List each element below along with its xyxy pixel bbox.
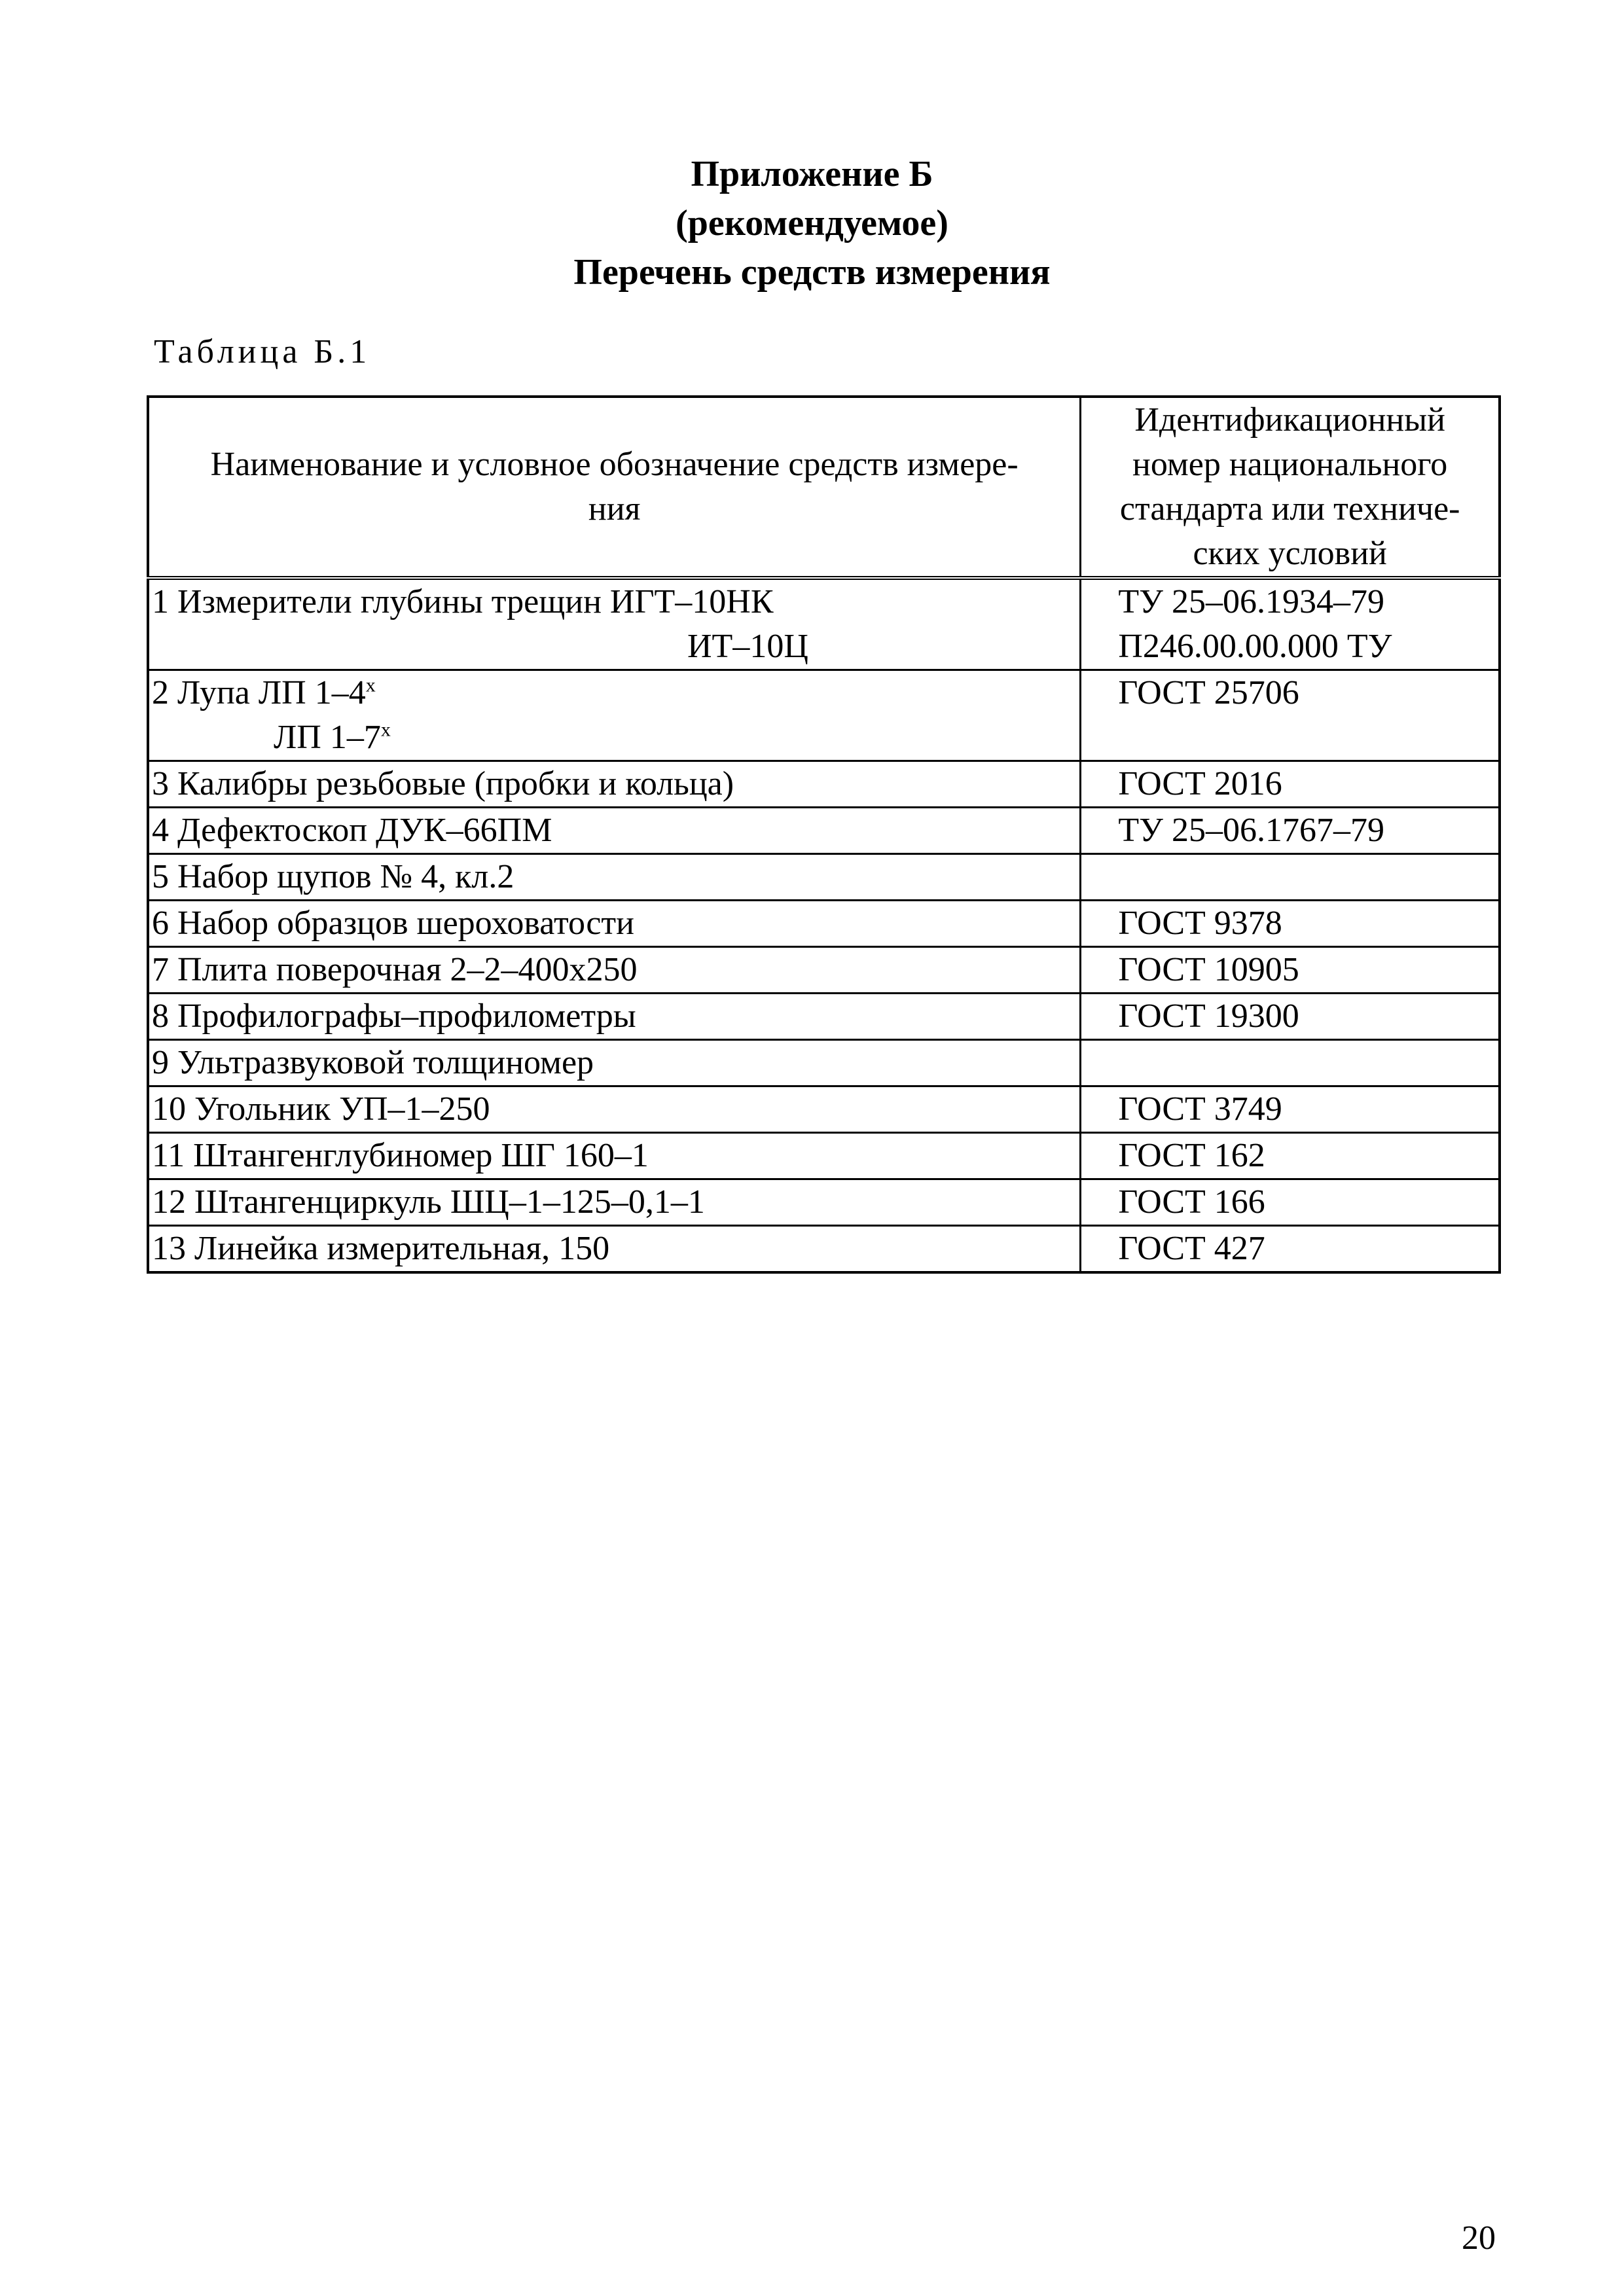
measurement-instruments-table: [147, 395, 1501, 1274]
standard-id-cell: ГОСТ 19300: [1081, 994, 1500, 1040]
standard-id: ТУ 25–06.1934–79: [1118, 583, 1384, 620]
standard-id-cell: ГОСТ 3749: [1081, 1086, 1500, 1133]
table-row: [148, 901, 1500, 947]
table-row: [148, 947, 1500, 994]
table-row: [148, 1179, 1500, 1226]
instrument-name-cell: [148, 670, 1081, 761]
standard-id-cell: ГОСТ 10905: [1081, 947, 1500, 994]
column-header-name: [148, 397, 1081, 578]
standard-id-cell: ГОСТ 9378: [1081, 901, 1500, 947]
standard-id-cell: ТУ 25–06.1767–79: [1081, 808, 1500, 854]
table-row: [148, 578, 1500, 670]
table-row: [148, 670, 1500, 761]
instrument-name-cell: 12 Штангенциркуль ШЦ–1–125–0,1–1: [148, 1179, 1081, 1226]
column-header-id-line: стандарта или техниче-: [1119, 490, 1460, 528]
magnification-mark: х: [380, 719, 391, 741]
standard-id: ГОСТ 25706: [1118, 674, 1299, 711]
instrument-name: 1 Измерители глубины трещин ИГТ–10НК: [152, 583, 774, 620]
appendix-subject: Перечень средств измерения: [573, 252, 1051, 293]
table-header-row: [148, 397, 1500, 578]
table-caption: Таблица Б.1: [154, 333, 371, 370]
instrument-name-variant: ИТ–10Ц: [687, 628, 808, 665]
instrument-name-cell: 5 Набор щупов № 4, кл.2: [148, 854, 1081, 901]
standard-id-cell: [1081, 578, 1500, 670]
appendix-status: (рекомендуемое): [676, 203, 948, 243]
magnification-mark: х: [365, 674, 376, 696]
instrument-name-cell: 8 Профилографы–профилометры: [148, 994, 1081, 1040]
standard-id-cell: [1081, 1040, 1500, 1086]
column-header-id-line: номер национального: [1132, 446, 1448, 483]
standard-id-cell: ГОСТ 166: [1081, 1179, 1500, 1226]
standard-id-cell: ГОСТ 2016: [1081, 761, 1500, 808]
appendix-title: Приложение Б: [691, 154, 933, 194]
table-row: [148, 1226, 1500, 1273]
table-row: [148, 1040, 1500, 1086]
instrument-name-cell: 9 Ультразвуковой толщиномер: [148, 1040, 1081, 1086]
instrument-name-variant: ЛП 1–7: [274, 719, 381, 756]
column-header-name-line: ния: [588, 490, 641, 528]
instrument-name-cell: 6 Набор образцов шероховатости: [148, 901, 1081, 947]
instrument-name-cell: 3 Калибры резьбовые (пробки и кольца): [148, 761, 1081, 808]
column-header-name-line: Наименование и условное обозначение средств измере-: [210, 446, 1019, 483]
page-number: 20: [1462, 2219, 1496, 2257]
instrument-name-cell: 7 Плита поверочная 2–2–400х250: [148, 947, 1081, 994]
standard-id-variant: П246.00.00.000 ТУ: [1118, 628, 1392, 665]
instrument-name: 2 Лупа ЛП 1–4: [152, 674, 366, 711]
instrument-name-cell: [148, 578, 1081, 670]
table-row: [148, 854, 1500, 901]
table-row: [148, 1086, 1500, 1133]
instrument-name-cell: 11 Штангенглубиномер ШГ 160–1: [148, 1133, 1081, 1179]
standard-id-cell: [1081, 854, 1500, 901]
instrument-name-cell: 13 Линейка измерительная, 150: [148, 1226, 1081, 1273]
standard-id-cell: ГОСТ 427: [1081, 1226, 1500, 1273]
table-row: [148, 994, 1500, 1040]
instrument-name-cell: 10 Угольник УП–1–250: [148, 1086, 1081, 1133]
column-header-id-line: Идентификационный: [1134, 401, 1445, 439]
standard-id-cell: ГОСТ 162: [1081, 1133, 1500, 1179]
table-row: [148, 808, 1500, 854]
column-header-id-line: ских условий: [1193, 535, 1387, 572]
standard-id-cell: [1081, 670, 1500, 761]
instrument-name-cell: 4 Дефектоскоп ДУК–66ПМ: [148, 808, 1081, 854]
table-row: [148, 761, 1500, 808]
column-header-id: [1081, 397, 1500, 578]
table-row: [148, 1133, 1500, 1179]
